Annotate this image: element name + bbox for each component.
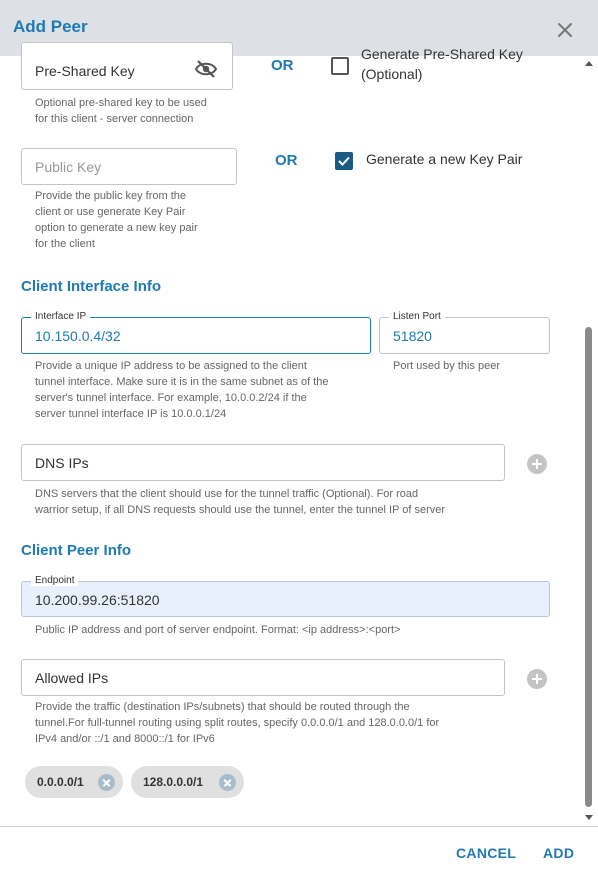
chip-label: 0.0.0.0/1 — [37, 775, 84, 789]
add-allowed-ip-button[interactable] — [527, 669, 547, 689]
interface-ip-field[interactable] — [21, 311, 371, 354]
scroll-up-arrow-icon[interactable] — [585, 61, 593, 66]
generate-keypair-checkbox[interactable] — [335, 152, 353, 170]
generate-preshared-label: Generate Pre-Shared Key (Optional) — [361, 46, 523, 82]
eye-off-icon[interactable] — [194, 60, 218, 78]
preshared-key-value: Pre-Shared Key — [35, 63, 135, 79]
allowed-ip-chip — [131, 766, 244, 798]
dns-ips-field[interactable] — [21, 444, 505, 481]
allowed-ips-field[interactable] — [21, 659, 505, 696]
endpoint-value: 10.200.99.26:51820 — [35, 592, 160, 608]
public-key-helper: Provide the public key from the client or use generate Key Pair option to generate a new key pair for the client — [35, 190, 198, 250]
chip-label: 128.0.0.0/1 — [143, 775, 204, 789]
preshared-key-field[interactable] — [21, 42, 233, 90]
add-button[interactable]: ADD — [543, 845, 575, 861]
chip-remove-icon[interactable] — [219, 774, 236, 791]
listen-port-label: Listen Port — [389, 311, 445, 322]
interface-ip-label: Interface IP — [31, 311, 90, 322]
close-button[interactable] — [554, 19, 576, 41]
endpoint-helper: Public IP address and port of server endpoint. Format: <ip address>:<port> — [35, 624, 401, 636]
interface-ip-helper: Provide a unique IP address to be assigned to the client tunnel interface. Make sure it is in the same subnet as of the server's tunnel interface. For example, 10.0.0.2/24 if the server tunnel interface IP is 10.0.0.1/24 — [35, 360, 329, 420]
dialog-title: Add Peer — [13, 17, 88, 36]
preshared-or-label: OR — [271, 57, 294, 74]
close-icon — [554, 19, 576, 41]
allowed-ips-placeholder: Allowed IPs — [35, 670, 109, 686]
generate-keypair-label: Generate a new Key Pair — [366, 151, 523, 167]
client-peer-section-title: Client Peer Info — [21, 542, 132, 559]
add-dns-button[interactable] — [527, 454, 547, 474]
dialog-footer — [0, 826, 598, 877]
cancel-button[interactable]: CANCEL — [456, 845, 517, 861]
allowed-ips-helper: Provide the traffic (destination IPs/subnets) that should be routed through the tunnel.For full-tunnel routing using split routes, specify 0.0.0.0/1 and 128.0.0.0/1 for IPv4 and/or ::/1 and 8000::/1 for IPv6 — [35, 701, 440, 745]
dns-ips-helper: DNS servers that the client should use for the tunnel traffic (Optional). For road warrior setup, if all DNS requests should use the tunnel, enter the tunnel IP of server — [35, 488, 446, 516]
endpoint-field[interactable] — [21, 575, 550, 617]
interface-ip-value: 10.150.0.4/32 — [35, 328, 121, 344]
dns-ips-placeholder: DNS IPs — [35, 455, 89, 471]
public-key-field[interactable] — [21, 148, 237, 185]
allowed-ip-chip — [25, 766, 123, 798]
chip-remove-icon[interactable] — [98, 774, 115, 791]
listen-port-field[interactable] — [379, 311, 550, 354]
endpoint-label: Endpoint — [31, 575, 78, 586]
scroll-down-arrow-icon[interactable] — [585, 815, 593, 820]
dialog-body — [0, 46, 598, 826]
client-interface-section-title: Client Interface Info — [21, 278, 162, 295]
listen-port-helper: Port used by this peer — [393, 360, 501, 372]
vertical-scrollbar[interactable] — [583, 56, 594, 826]
listen-port-value: 51820 — [393, 328, 432, 344]
scrollbar-thumb[interactable] — [585, 327, 592, 807]
preshared-key-helper: Optional pre-shared key to be used for this client - server connection — [35, 97, 207, 125]
public-key-placeholder: Public Key — [35, 159, 102, 175]
check-icon — [337, 154, 351, 168]
generate-preshared-checkbox[interactable] — [331, 57, 349, 75]
public-key-or-label: OR — [275, 152, 298, 169]
